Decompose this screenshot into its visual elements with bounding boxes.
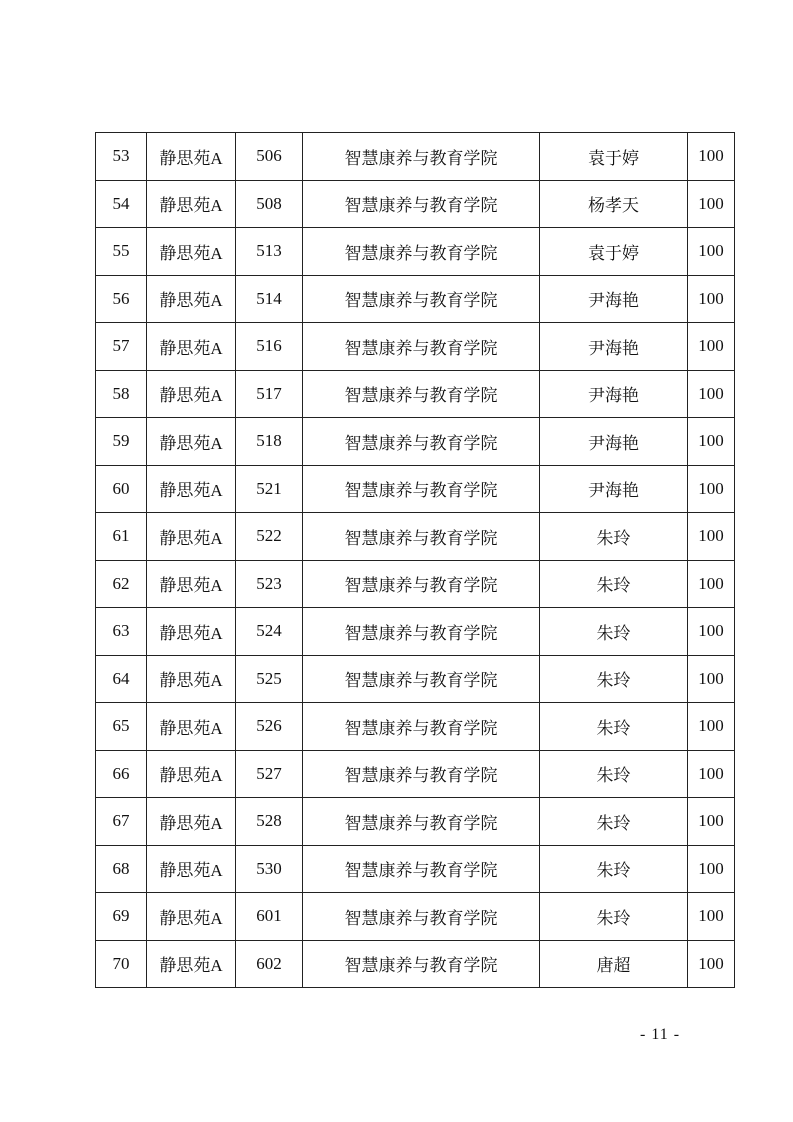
college-cell: 智慧康养与教育学院	[303, 798, 540, 846]
building-cell: 静思苑A	[147, 513, 236, 561]
college-cell: 智慧康养与教育学院	[303, 418, 540, 466]
row-number-cell: 70	[96, 940, 147, 988]
college-cell: 智慧康养与教育学院	[303, 655, 540, 703]
person-cell: 朱玲	[540, 655, 688, 703]
row-number-cell: 55	[96, 228, 147, 276]
table-row	[96, 608, 735, 656]
room-cell: 530	[236, 845, 303, 893]
score-cell: 100	[688, 703, 735, 751]
person-cell: 朱玲	[540, 845, 688, 893]
building-cell: 静思苑A	[147, 560, 236, 608]
table-row	[96, 893, 735, 941]
table-row	[96, 275, 735, 323]
score-cell: 100	[688, 560, 735, 608]
college-cell: 智慧康养与教育学院	[303, 750, 540, 798]
score-cell: 100	[688, 275, 735, 323]
person-cell: 朱玲	[540, 703, 688, 751]
table-row	[96, 750, 735, 798]
table-row	[96, 180, 735, 228]
person-cell: 尹海艳	[540, 418, 688, 466]
college-cell: 智慧康养与教育学院	[303, 703, 540, 751]
room-cell: 517	[236, 370, 303, 418]
score-cell: 100	[688, 655, 735, 703]
row-number-cell: 69	[96, 893, 147, 941]
building-cell: 静思苑A	[147, 845, 236, 893]
person-cell: 朱玲	[540, 893, 688, 941]
person-cell: 尹海艳	[540, 370, 688, 418]
table-row	[96, 418, 735, 466]
person-cell: 尹海艳	[540, 275, 688, 323]
person-cell: 朱玲	[540, 798, 688, 846]
building-cell: 静思苑A	[147, 798, 236, 846]
building-cell: 静思苑A	[147, 180, 236, 228]
row-number-cell: 56	[96, 275, 147, 323]
table-row	[96, 655, 735, 703]
college-cell: 智慧康养与教育学院	[303, 180, 540, 228]
college-cell: 智慧康养与教育学院	[303, 560, 540, 608]
building-cell: 静思苑A	[147, 133, 236, 181]
college-cell: 智慧康养与教育学院	[303, 513, 540, 561]
table-body	[96, 133, 735, 988]
score-cell: 100	[688, 370, 735, 418]
row-number-cell: 63	[96, 608, 147, 656]
building-cell: 静思苑A	[147, 418, 236, 466]
row-number-cell: 68	[96, 845, 147, 893]
person-cell: 朱玲	[540, 608, 688, 656]
building-cell: 静思苑A	[147, 370, 236, 418]
person-cell: 杨孝天	[540, 180, 688, 228]
building-cell: 静思苑A	[147, 275, 236, 323]
row-number-cell: 64	[96, 655, 147, 703]
row-number-cell: 53	[96, 133, 147, 181]
person-cell: 朱玲	[540, 750, 688, 798]
table-row	[96, 560, 735, 608]
table-row	[96, 703, 735, 751]
room-cell: 518	[236, 418, 303, 466]
room-cell: 528	[236, 798, 303, 846]
person-cell: 朱玲	[540, 560, 688, 608]
building-cell: 静思苑A	[147, 893, 236, 941]
row-number-cell: 67	[96, 798, 147, 846]
room-cell: 516	[236, 323, 303, 371]
room-cell: 506	[236, 133, 303, 181]
room-cell: 508	[236, 180, 303, 228]
table-row	[96, 798, 735, 846]
college-cell: 智慧康养与教育学院	[303, 465, 540, 513]
person-cell: 袁于婷	[540, 228, 688, 276]
row-number-cell: 61	[96, 513, 147, 561]
score-cell: 100	[688, 323, 735, 371]
page-number: - 11 -	[640, 1026, 681, 1043]
table-row	[96, 845, 735, 893]
score-cell: 100	[688, 608, 735, 656]
person-cell: 唐超	[540, 940, 688, 988]
room-cell: 602	[236, 940, 303, 988]
college-cell: 智慧康养与教育学院	[303, 228, 540, 276]
building-cell: 静思苑A	[147, 323, 236, 371]
row-number-cell: 58	[96, 370, 147, 418]
table-row	[96, 940, 735, 988]
college-cell: 智慧康养与教育学院	[303, 323, 540, 371]
room-cell: 514	[236, 275, 303, 323]
table-row	[96, 465, 735, 513]
score-cell: 100	[688, 893, 735, 941]
college-cell: 智慧康养与教育学院	[303, 608, 540, 656]
room-cell: 526	[236, 703, 303, 751]
room-cell: 527	[236, 750, 303, 798]
college-cell: 智慧康养与教育学院	[303, 133, 540, 181]
person-cell: 尹海艳	[540, 465, 688, 513]
row-number-cell: 57	[96, 323, 147, 371]
college-cell: 智慧康养与教育学院	[303, 275, 540, 323]
building-cell: 静思苑A	[147, 228, 236, 276]
building-cell: 静思苑A	[147, 655, 236, 703]
table-row	[96, 513, 735, 561]
table-row	[96, 133, 735, 181]
score-cell: 100	[688, 940, 735, 988]
score-cell: 100	[688, 180, 735, 228]
college-cell: 智慧康养与教育学院	[303, 370, 540, 418]
row-number-cell: 54	[96, 180, 147, 228]
room-cell: 521	[236, 465, 303, 513]
room-cell: 601	[236, 893, 303, 941]
row-number-cell: 66	[96, 750, 147, 798]
dormitory-score-table	[95, 132, 735, 988]
college-cell: 智慧康养与教育学院	[303, 940, 540, 988]
row-number-cell: 62	[96, 560, 147, 608]
score-cell: 100	[688, 798, 735, 846]
room-cell: 525	[236, 655, 303, 703]
person-cell: 朱玲	[540, 513, 688, 561]
room-cell: 522	[236, 513, 303, 561]
building-cell: 静思苑A	[147, 750, 236, 798]
room-cell: 524	[236, 608, 303, 656]
college-cell: 智慧康养与教育学院	[303, 893, 540, 941]
row-number-cell: 65	[96, 703, 147, 751]
score-cell: 100	[688, 465, 735, 513]
table-row	[96, 228, 735, 276]
table-row	[96, 323, 735, 371]
score-cell: 100	[688, 750, 735, 798]
building-cell: 静思苑A	[147, 703, 236, 751]
person-cell: 袁于婷	[540, 133, 688, 181]
score-cell: 100	[688, 845, 735, 893]
building-cell: 静思苑A	[147, 608, 236, 656]
person-cell: 尹海艳	[540, 323, 688, 371]
room-cell: 523	[236, 560, 303, 608]
college-cell: 智慧康养与教育学院	[303, 845, 540, 893]
table-row	[96, 370, 735, 418]
row-number-cell: 59	[96, 418, 147, 466]
row-number-cell: 60	[96, 465, 147, 513]
building-cell: 静思苑A	[147, 465, 236, 513]
score-cell: 100	[688, 228, 735, 276]
score-cell: 100	[688, 513, 735, 561]
room-cell: 513	[236, 228, 303, 276]
score-cell: 100	[688, 133, 735, 181]
score-cell: 100	[688, 418, 735, 466]
building-cell: 静思苑A	[147, 940, 236, 988]
